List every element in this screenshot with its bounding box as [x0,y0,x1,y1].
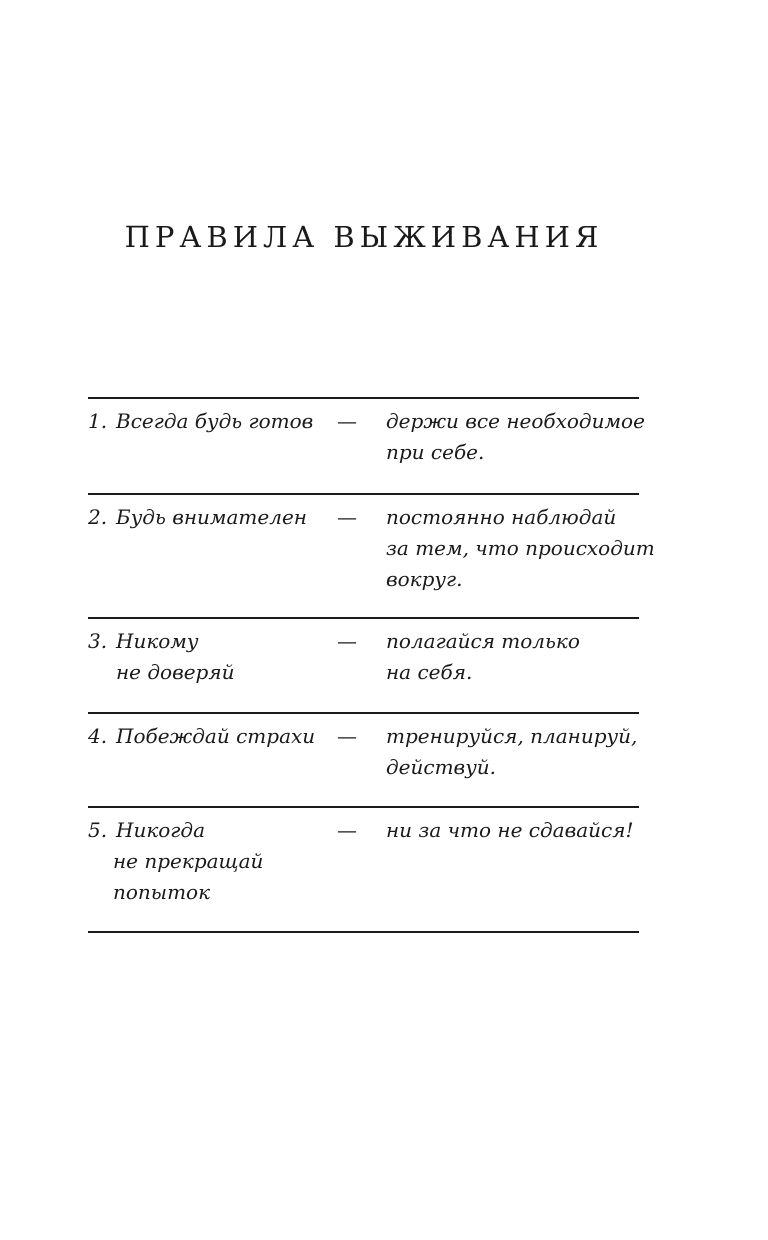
rule-detail: постоянно наблюдай за тем, что происходит вокруг. [386,505,655,591]
rule-dash: — [337,505,357,529]
page-title: ПРАВИЛА ВЫЖИВАНИЯ [124,220,604,254]
rule-number: 2. [88,505,108,529]
rule-row-3 [88,619,639,714]
rule-row-4 [88,714,639,808]
rule-detail: полагайся только на себя. [386,629,580,684]
rule-row-2 [88,495,655,619]
rule-dash: — [337,409,357,433]
rule-row-5 [88,808,639,933]
rule-lead: Будь внимателен [116,505,307,529]
rule-detail: тренируйся, планируй, действуй. [386,724,638,779]
rule-row-1 [88,399,645,495]
rule-number: 3. [88,629,108,653]
rule-lead: Побеждай страхи [116,724,316,748]
rule-dash: — [337,818,357,842]
rule-number: 1. [88,409,108,433]
rule-number: 5. [88,818,108,842]
rule-lead: Всегда будь готов [116,409,314,433]
rule-lead: Никому не доверяй [116,629,235,684]
rule-detail: ни за что не сдавайся! [386,818,634,842]
rule-detail: держи все необходимое при себе. [386,409,645,464]
rule-dash: — [337,724,357,748]
rule-number: 4. [88,724,108,748]
rule-dash: — [337,629,357,653]
rule-lead-continued: не прекращай попыток [113,849,264,904]
rules-table [88,397,655,933]
rule-lead: Никогда [116,818,206,842]
